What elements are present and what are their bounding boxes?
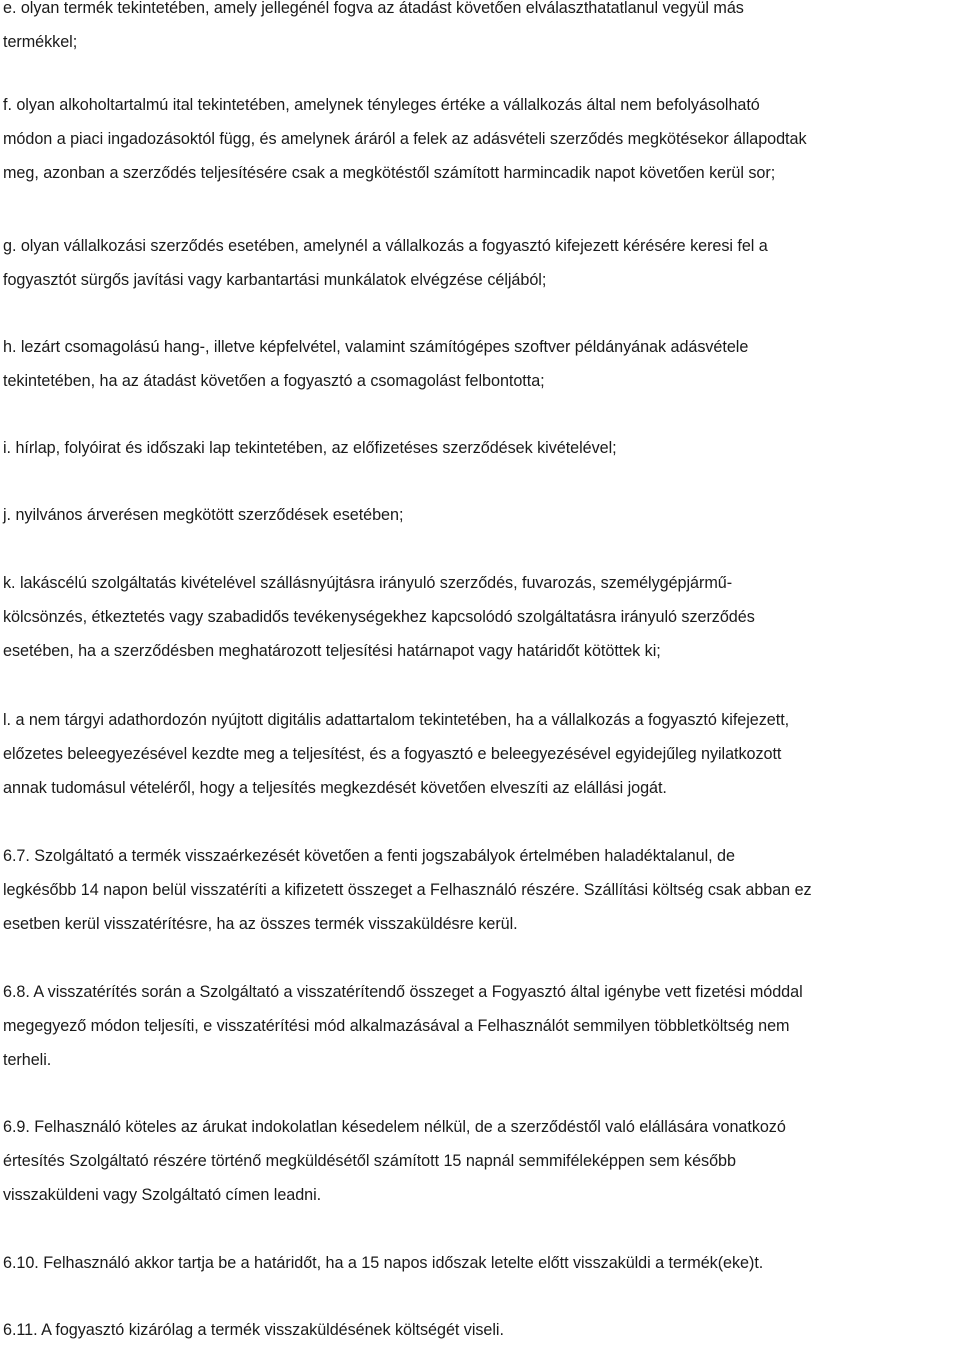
text-line: 6.7. Szolgáltató a termék visszaérkezését követően a fenti jogszabályok értelmében haladéktalanul, de bbox=[3, 847, 735, 865]
text-line: meg, azonban a szerződés teljesítésére csak a megkötéstől számított harmincadik napot követően kerül sor; bbox=[3, 164, 776, 182]
paragraph-j bbox=[3, 498, 403, 532]
paragraph-g bbox=[3, 229, 768, 297]
text-line: h. lezárt csomagolású hang-, illetve képfelvétel, valamint számítógépes szoftver példányának adásvétele bbox=[3, 338, 749, 356]
text-line: i. hírlap, folyóirat és időszaki lap tekintetében, az előfizetéses szerződések kivételével; bbox=[3, 439, 617, 457]
text-line: 6.9. Felhasználó köteles az árukat indokolatlan késedelem nélkül, de a szerződéstől való elállására vonatkozó bbox=[3, 1118, 786, 1136]
paragraph-k bbox=[3, 566, 755, 668]
paragraph-6-7 bbox=[3, 839, 812, 941]
text-line: előzetes beleegyezésével kezdte meg a teljesítést, és a fogyasztó e beleegyezésével egyidejűleg nyilatkozott bbox=[3, 745, 782, 763]
paragraph-h bbox=[3, 330, 748, 398]
paragraph-6-8 bbox=[3, 975, 803, 1077]
text-line: legkésőbb 14 napon belül visszatéríti a kifizetett összeget a Felhasználó részére. Szállítási költség csak abban ez bbox=[3, 881, 812, 899]
text-line: kölcsönzés, étkeztetés vagy szabadidős tevékenységekhez kapcsolódó szolgáltatásra irányuló szerződés bbox=[3, 608, 755, 626]
paragraph-f bbox=[3, 88, 807, 190]
text-line: g. olyan vállalkozási szerződés esetében, amelynél a vállalkozás a fogyasztó kifejezett kérésére keresi fel a bbox=[3, 237, 768, 255]
paragraph-6-9 bbox=[3, 1110, 786, 1212]
text-line: k. lakáscélú szolgáltatás kivételével szállásnyújtásra irányuló szerződés, fuvarozás, személygépjármű- bbox=[3, 574, 733, 592]
text-line: fogyasztót sürgős javítási vagy karbantartási munkálatok elvégzése céljából; bbox=[3, 271, 547, 289]
text-line: megegyező módon teljesíti, e visszatérítési mód alkalmazásával a Felhasználót semmilyen többletköltség nem bbox=[3, 1017, 790, 1035]
text-line: f. olyan alkoholtartalmú ital tekintetében, amelynek tényleges értéke a vállalkozás által nem befolyásolható bbox=[3, 96, 760, 114]
text-line: esetében, ha a szerződésben meghatározott teljesítési határnapot vagy határidőt kötöttek ki; bbox=[3, 642, 661, 660]
text-line: 6.11. A fogyasztó kizárólag a termék visszaküldésének költségét viseli. bbox=[3, 1321, 504, 1339]
paragraph-e bbox=[3, 0, 744, 59]
text-line: tekintetében, ha az átadást követően a fogyasztó a csomagolást felbontotta; bbox=[3, 372, 545, 390]
paragraph-l bbox=[3, 703, 789, 805]
text-line: 6.8. A visszatérítés során a Szolgáltató a visszatérítendő összeget a Fogyasztó által igénybe vett fizetési móddal bbox=[3, 983, 803, 1001]
text-line: módon a piaci ingadozásoktól függ, és amelynek áráról a felek az adásvételi szerződés megkötésekor állapodtak bbox=[3, 130, 807, 148]
paragraph-i bbox=[3, 431, 617, 465]
text-line: terheli. bbox=[3, 1051, 52, 1069]
text-line: e. olyan termék tekintetében, amely jellegénél fogva az átadást követően elválaszthatatlanul vegyül más bbox=[3, 0, 744, 17]
text-line: annak tudomásul vételéről, hogy a teljesítés megkezdését követően elveszíti az elállási jogát. bbox=[3, 779, 667, 797]
text-line: visszaküldeni vagy Szolgáltató címen leadni. bbox=[3, 1186, 322, 1204]
text-line: esetben kerül visszatérítésre, ha az összes termék visszaküldésre kerül. bbox=[3, 915, 518, 933]
text-line: termékkel; bbox=[3, 33, 78, 51]
text-line: értesítés Szolgáltató részére történő megküldésétől számított 15 napnál semmiféleképpen sem később bbox=[3, 1152, 736, 1170]
text-line: l. a nem tárgyi adathordozón nyújtott digitális adattartalom tekintetében, ha a vállalkozás a fogyasztó kifejezett, bbox=[3, 711, 790, 729]
text-line: 6.10. Felhasználó akkor tartja be a határidőt, ha a 15 napos időszak letelte előtt visszaküldi a termék(eke)t. bbox=[3, 1254, 764, 1272]
text-line: j. nyilvános árverésen megkötött szerződések esetében; bbox=[3, 506, 404, 524]
paragraph-6-10 bbox=[3, 1246, 763, 1280]
